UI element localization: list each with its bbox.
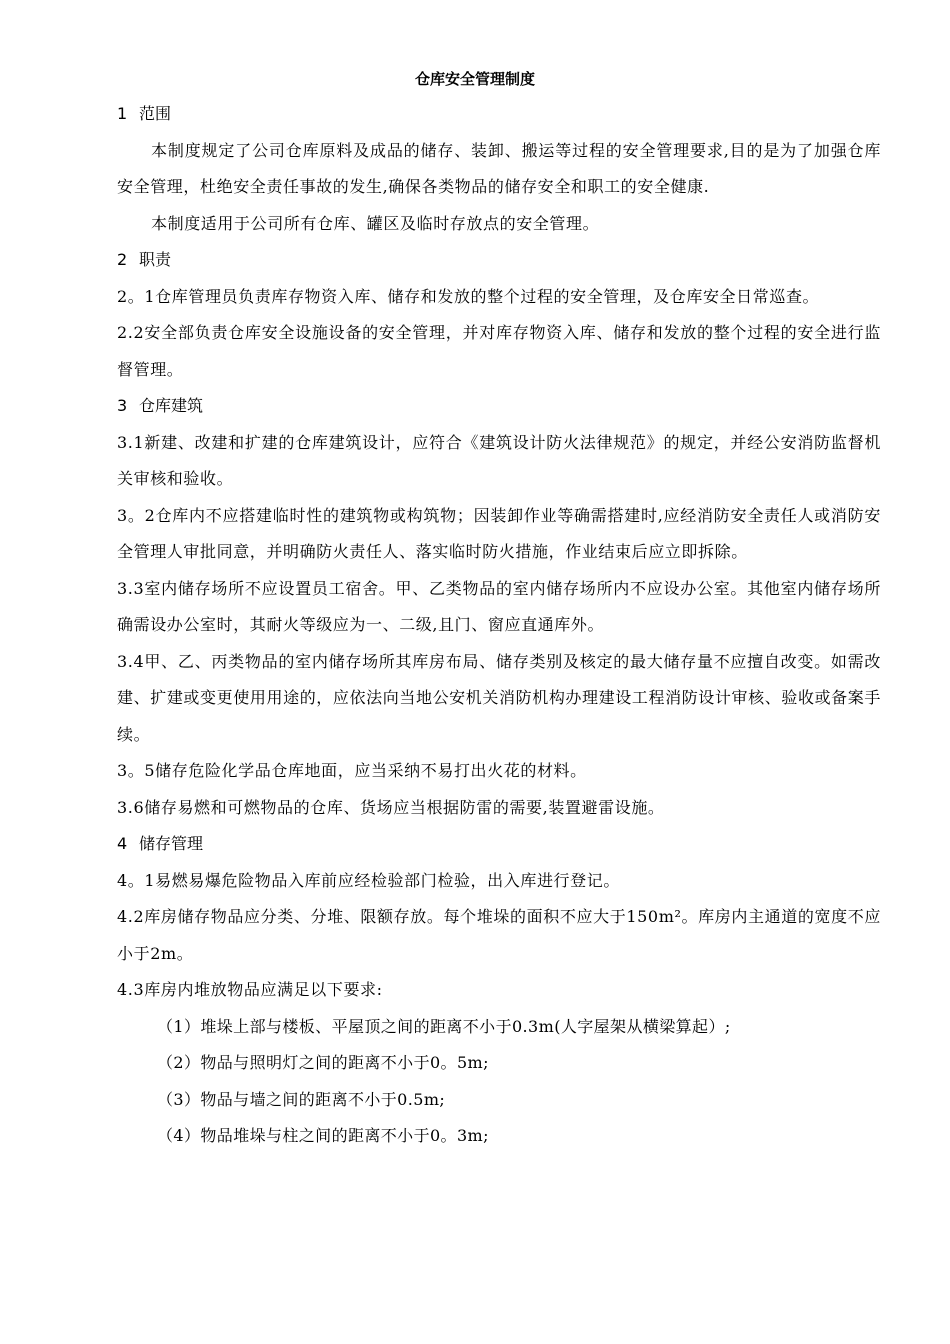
document-body <box>117 96 881 1155</box>
section-number: 2 <box>117 250 128 269</box>
section-heading-responsibilities <box>117 242 881 279</box>
list-item: （1）堆垛上部与楼板、平屋顶之间的距离不小于0.3m(人字屋架从横梁算起）; <box>157 1016 731 1036</box>
section-title: 仓库建筑 <box>139 396 204 415</box>
paragraph: 本制度适用于公司所有仓库、罐区及临时存放点的安全管理。 <box>151 213 600 233</box>
list-item: （4）物品堆垛与柱之间的距离不小于0。3m; <box>157 1126 489 1145</box>
section-title: 储存管理 <box>139 834 204 853</box>
paragraph: 3。2仓库内不应搭建临时性的建筑物或构筑物；因装卸作业等确需搭建时,应经消防安全责任人或消防安全管理人审批同意，并明确防火责任人、落实临时防火措施，作业结束后应立即拆除。 <box>117 505 881 561</box>
document-title: 仓库安全管理制度 <box>414 70 535 88</box>
paragraph: 3.3室内储存场所不应设置员工宿舍。甲、乙类物品的室内储存场所内不应设办公室。其他室内储存场所确需设办公室时，其耐火等级应为一、二级,且门、窗应直通库外。 <box>117 578 881 634</box>
section-heading-storage-management <box>117 826 881 863</box>
paragraph: 3。5储存危险化学品仓库地面，应当采纳不易打出火花的材料。 <box>117 761 587 780</box>
list-item: （2）物品与照明灯之间的距离不小于0。5m; <box>157 1053 489 1072</box>
section-title: 职责 <box>139 250 172 269</box>
paragraph: 3.4甲、乙、丙类物品的室内储存场所其库房布局、储存类别及核定的最大储存量不应擅自改变。如需改建、扩建或变更使用用途的，应依法向当地公安机关消防机构办理建设工程消防设计审核、验收或备案手续。 <box>117 651 881 744</box>
section-title: 范围 <box>139 104 172 123</box>
paragraph: 4.3库房内堆放物品应满足以下要求: <box>117 980 383 999</box>
list-item: （3）物品与墙之间的距离不小于0.5m; <box>157 1089 446 1109</box>
section-heading-warehouse-building <box>117 388 881 425</box>
paragraph: 2.2安全部负责仓库安全设施设备的安全管理，并对库存物资入库、储存和发放的整个过程的安全进行监督管理。 <box>117 323 881 379</box>
paragraph: 3.6储存易燃和可燃物品的仓库、货场应当根据防雷的需要,装置避雷设施。 <box>117 797 665 817</box>
paragraph: 2。1仓库管理员负责库存物资入库、储存和发放的整个过程的安全管理，及仓库安全日常巡查。 <box>117 286 820 306</box>
paragraph: 4.2库房储存物品应分类、分堆、限额存放。每个堆垛的面积不应大于150m²。库房内主通道的宽度不应小于2m。 <box>117 907 881 963</box>
paragraph: 4。1易燃易爆危险物品入库前应经检验部门检验，出入库进行登记。 <box>117 870 620 890</box>
paragraph: 3.1新建、改建和扩建的仓库建筑设计，应符合《建筑设计防火法律规范》的规定，并经公安消防监督机关审核和验收。 <box>117 432 881 488</box>
section-heading-scope <box>117 96 881 133</box>
section-number: 4 <box>117 834 128 853</box>
section-number: 3 <box>117 396 128 415</box>
paragraph: 本制度规定了公司仓库原料及成品的储存、装卸、搬运等过程的安全管理要求,目的是为了加强仓库安全管理，杜绝安全责任事故的发生,确保各类物品的储存安全和职工的安全健康. <box>117 140 881 196</box>
section-number: 1 <box>117 104 128 123</box>
